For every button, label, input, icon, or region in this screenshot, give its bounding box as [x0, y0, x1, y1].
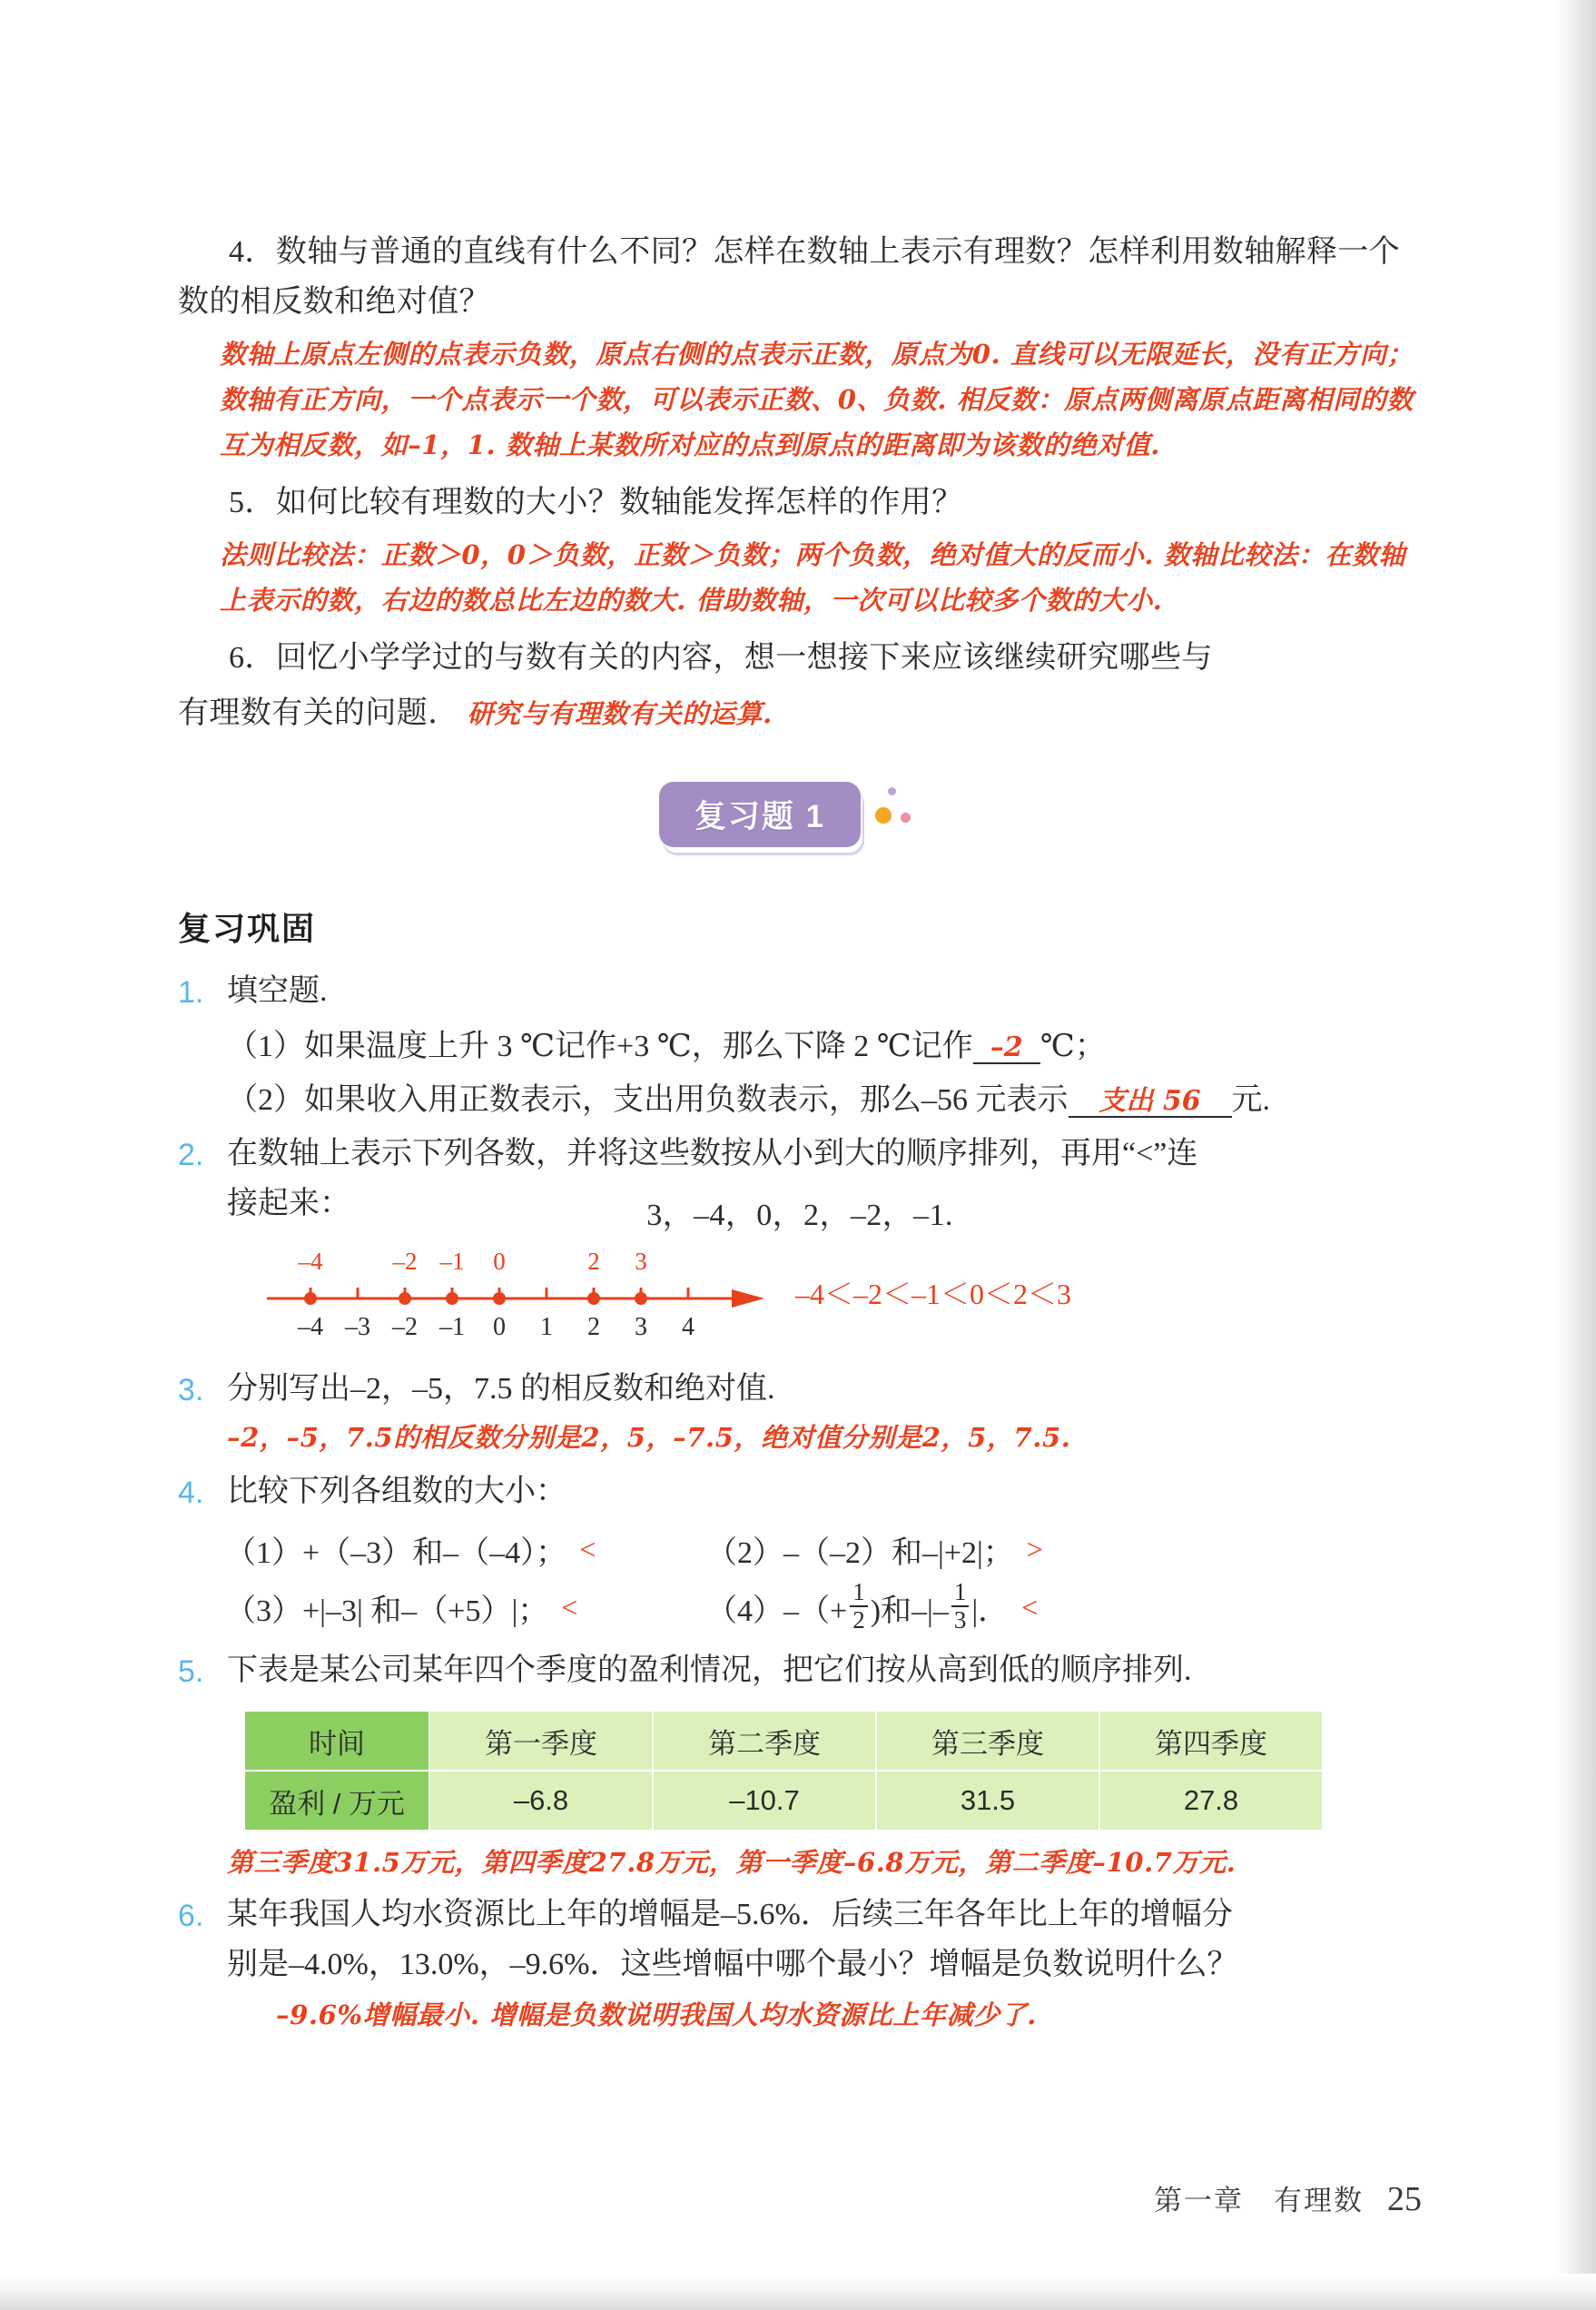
problem-4-item-3-answer: <	[561, 1591, 578, 1624]
problem-4-item-4	[606, 1578, 1088, 1634]
problem-4-row-2	[178, 1578, 1422, 1634]
problem-4-item-1-answer: <	[579, 1533, 596, 1566]
problem-3	[178, 1364, 1422, 1416]
number-line-marked-label: 0	[493, 1248, 506, 1276]
table-value-q1: –6.8	[429, 1771, 653, 1831]
problem-3-answer: –2，–5，7.5的相反数分别是2，5，–7.5，绝对值分别是2，5，7.5.	[227, 1422, 1071, 1454]
problem-2-numbers: 3，–4，0，2，–2，–1.	[646, 1199, 953, 1233]
number-line-tick-label: 4	[682, 1313, 695, 1342]
problem-1-sub1-spacer	[178, 1022, 227, 1023]
problem-6-stem-line1: 某年我国人均水资源比上年的增幅是–5.6%．后续三年各年比上年的增幅分	[227, 1897, 1233, 1931]
problem-3-number: 3.	[178, 1373, 204, 1408]
problem-6-number: 6.	[178, 1898, 204, 1933]
problem-5	[178, 1645, 1422, 1697]
problem-4-fraction-third	[951, 1579, 970, 1633]
problem-2-stem-line1: 在数轴上表示下列各数，并将这些数按从小到大的顺序排列，再用“<”连	[227, 1137, 1198, 1170]
problem-4-item-3-expr: +|–3| 和–（+5）|；	[302, 1594, 549, 1629]
page-edge-shadow-right	[1554, 0, 1596, 2310]
problem-2-number: 2.	[178, 1138, 204, 1172]
problem-4-item-4-label: （4）	[706, 1594, 783, 1629]
review-question-6-line2	[178, 688, 1422, 738]
problem-1-stem: 填空题.	[227, 973, 328, 1008]
page-edge-shadow-bottom	[0, 2274, 1596, 2310]
review-banner-label: 复习题 1	[694, 798, 826, 834]
fraction-denominator: 2	[850, 1605, 868, 1633]
table-row-header-label: 时间	[244, 1711, 429, 1771]
problem-4-item-1-label: （1）	[225, 1536, 302, 1571]
number-line-marked-label: –2	[392, 1248, 418, 1276]
problem-4-fraction-half	[850, 1579, 868, 1633]
review-question-6	[178, 633, 1422, 683]
review-question-6-number: 6．	[229, 640, 276, 675]
table-value-q3: 31.5	[876, 1771, 1099, 1831]
problem-1-sub2-body	[227, 1075, 1422, 1125]
problem-4-item-2-label: （2）	[706, 1536, 783, 1571]
number-line-tick-label: –3	[345, 1313, 370, 1342]
number-line-marked-label: –4	[298, 1248, 323, 1276]
number-line-tick-label: –4	[298, 1313, 323, 1342]
problem-4-number: 4.	[178, 1476, 204, 1511]
quarterly-profit-table-wrap	[178, 1710, 1422, 1831]
problem-4-item-3-label: （3）	[225, 1594, 302, 1629]
problem-4-item-4-expr-b: )和–|–	[870, 1594, 949, 1629]
decorative-dot-small-purple-icon	[888, 787, 896, 795]
table-value-q2: –10.7	[653, 1771, 876, 1831]
number-line-diagram	[260, 1246, 768, 1362]
table-value-q4: 27.8	[1099, 1771, 1323, 1831]
number-line-figure	[178, 1246, 1422, 1362]
review-question-5-number: 5．	[229, 485, 276, 519]
review-banner-area	[178, 776, 1422, 876]
problem-5-stem: 下表是某公司某年四个季度的盈利情况，把它们按从高到低的顺序排列.	[227, 1653, 1192, 1687]
problem-1-body	[227, 966, 1422, 1016]
footer-page-number: 25	[1387, 2180, 1422, 2218]
number-line-marked-label: 2	[587, 1248, 600, 1276]
problem-6	[178, 1890, 1422, 1989]
problem-4-item-1	[225, 1527, 606, 1572]
problem-4-item-2	[606, 1527, 1088, 1572]
review-question-4-answer: 数轴上原点左侧的点表示负数，原点右侧的点表示正数，原点为0. 直线可以无限延长，没有正方向；数轴有正方向，一个点表示一个数，可以表示正数、0、负数. 相反数：原点两侧离原点距离相同的数互为相反数，如–1，1. 数轴上某数所对应的点到原点的距离即为该数的绝对值.	[220, 339, 1414, 460]
table-header-q4: 第四季度	[1099, 1711, 1323, 1771]
problem-4-stem: 比较下列各组数的大小：	[227, 1475, 566, 1509]
review-question-5-text: 如何比较有理数的大小？数轴能发挥怎样的作用？	[275, 485, 963, 519]
number-line-tick-label: 2	[587, 1313, 600, 1342]
review-question-6-text-line1: 回忆小学学过的与数有关的内容，想一想接下来应该继续研究哪些与	[275, 640, 1213, 675]
table-row-values	[244, 1771, 1323, 1831]
problem-1-sub2	[178, 1075, 1422, 1125]
number-line-svg	[260, 1246, 768, 1362]
review-question-4-number: 4．	[229, 235, 276, 269]
quarterly-profit-table	[243, 1710, 1324, 1831]
number-line-tick-label: 3	[635, 1313, 647, 1342]
problem-1-sub2-blank: 支出 56	[1069, 1086, 1232, 1118]
problem-2-answer-inequality: –4＜–2＜–1＜0＜2＜3	[795, 1278, 1072, 1311]
page-content	[178, 227, 1422, 2039]
problem-4-item-4-expr-c: |．	[971, 1594, 1010, 1629]
problem-1-sub1-blank: –2	[973, 1032, 1040, 1064]
problem-4-item-2-answer: >	[1026, 1533, 1043, 1566]
fraction-denominator: 3	[951, 1605, 970, 1633]
review-banner	[659, 782, 861, 847]
table-header-q2: 第二季度	[653, 1711, 876, 1771]
problem-1-sub1	[178, 1022, 1422, 1071]
problem-1-number: 1.	[178, 974, 204, 1010]
problem-1-sub1-suffix: ℃；	[1039, 1029, 1106, 1063]
number-line-marked-label: –1	[439, 1248, 465, 1276]
problem-4-item-4-answer: <	[1021, 1591, 1039, 1624]
number-line-tick-label: –2	[392, 1313, 418, 1342]
problem-6-stem-line2: 别是–4.0%，13.0%，–9.6%．这些增幅中哪个最小？增幅是负数说明什么？	[227, 1947, 1238, 1981]
number-line-tick-label: 1	[540, 1313, 553, 1342]
fraction-numerator: 1	[953, 1578, 967, 1606]
problem-1	[178, 966, 1422, 1018]
problem-1-sub1-body	[227, 1022, 1422, 1071]
problem-6-body	[227, 1890, 1422, 1989]
problem-5-number: 5.	[178, 1654, 204, 1689]
problem-4-item-2-expr: –（–2）和–|+2|；	[783, 1536, 1014, 1571]
footer-chapter: 第一章 有理数	[1154, 2185, 1364, 2216]
review-question-5	[178, 478, 1422, 528]
table-row-header	[244, 1711, 1323, 1771]
number-line-tick-label: 0	[493, 1313, 506, 1342]
page-footer	[178, 2177, 1422, 2219]
problem-4-item-3	[225, 1585, 606, 1630]
problem-2-stem-line2: 接起来：	[227, 1187, 350, 1221]
number-line-marked-label: 3	[635, 1248, 647, 1276]
problem-4-row-1	[178, 1527, 1422, 1572]
number-line-tick-label: –1	[439, 1313, 465, 1342]
table-header-q1: 第一季度	[429, 1711, 653, 1771]
problem-6-answer: –9.6%增幅最小. 增幅是负数说明我国人均水资源比上年减少了.	[276, 1999, 1037, 2031]
problem-1-sub1-text: （1）如果温度上升 3 ℃记作+3 ℃，那么下降 2 ℃记作	[227, 1029, 973, 1063]
section-heading: 复习巩固	[178, 909, 317, 947]
review-question-5-answer: 法则比较法：正数＞0，0＞负数，正数＞负数；两个负数，绝对值大的反而小. 数轴比较法：在数轴上表示的数，右边的数总比左边的数大. 借助数轴，一次可以比较多个数的大小.	[220, 538, 1406, 616]
problem-5-answer: 第三季度31.5万元，第四季度27.8万元，第一季度–6.8万元，第二季度–10.7万元.	[227, 1847, 1236, 1879]
decorative-dot-orange-icon	[875, 807, 892, 824]
problem-5-body	[227, 1645, 1422, 1695]
review-question-6-answer: 研究与有理数有关的运算.	[467, 697, 773, 729]
review-question-4-text: 数轴与普通的直线有什么不同？怎样在数轴上表示有理数？怎样利用数轴解释一个数的相反数和绝对值？	[178, 235, 1401, 320]
table-row-value-label: 盈利 / 万元	[244, 1771, 429, 1831]
problem-1-sub2-text: （2）如果收入用正数表示，支出用负数表示，那么–56 元表示	[227, 1082, 1069, 1117]
problem-4	[178, 1466, 1422, 1518]
review-question-4	[178, 227, 1422, 327]
problem-3-stem: 分别写出–2，–5，7.5 的相反数和绝对值.	[227, 1372, 775, 1407]
problem-4-body	[227, 1466, 1422, 1516]
problem-1-sub2-suffix: 元.	[1231, 1082, 1270, 1117]
problem-4-item-1-expr: +（–3）和–（–4）；	[302, 1536, 567, 1571]
fraction-numerator: 1	[852, 1578, 865, 1606]
problem-4-item-4-expr-a: –（+	[783, 1594, 848, 1629]
decorative-dot-pink-icon	[901, 813, 911, 823]
review-question-6-text-line2: 有理数有关的问题．	[178, 696, 459, 730]
problem-3-body	[227, 1364, 1422, 1414]
table-header-q3: 第三季度	[876, 1711, 1099, 1771]
problem-1-sub2-spacer	[178, 1075, 227, 1077]
